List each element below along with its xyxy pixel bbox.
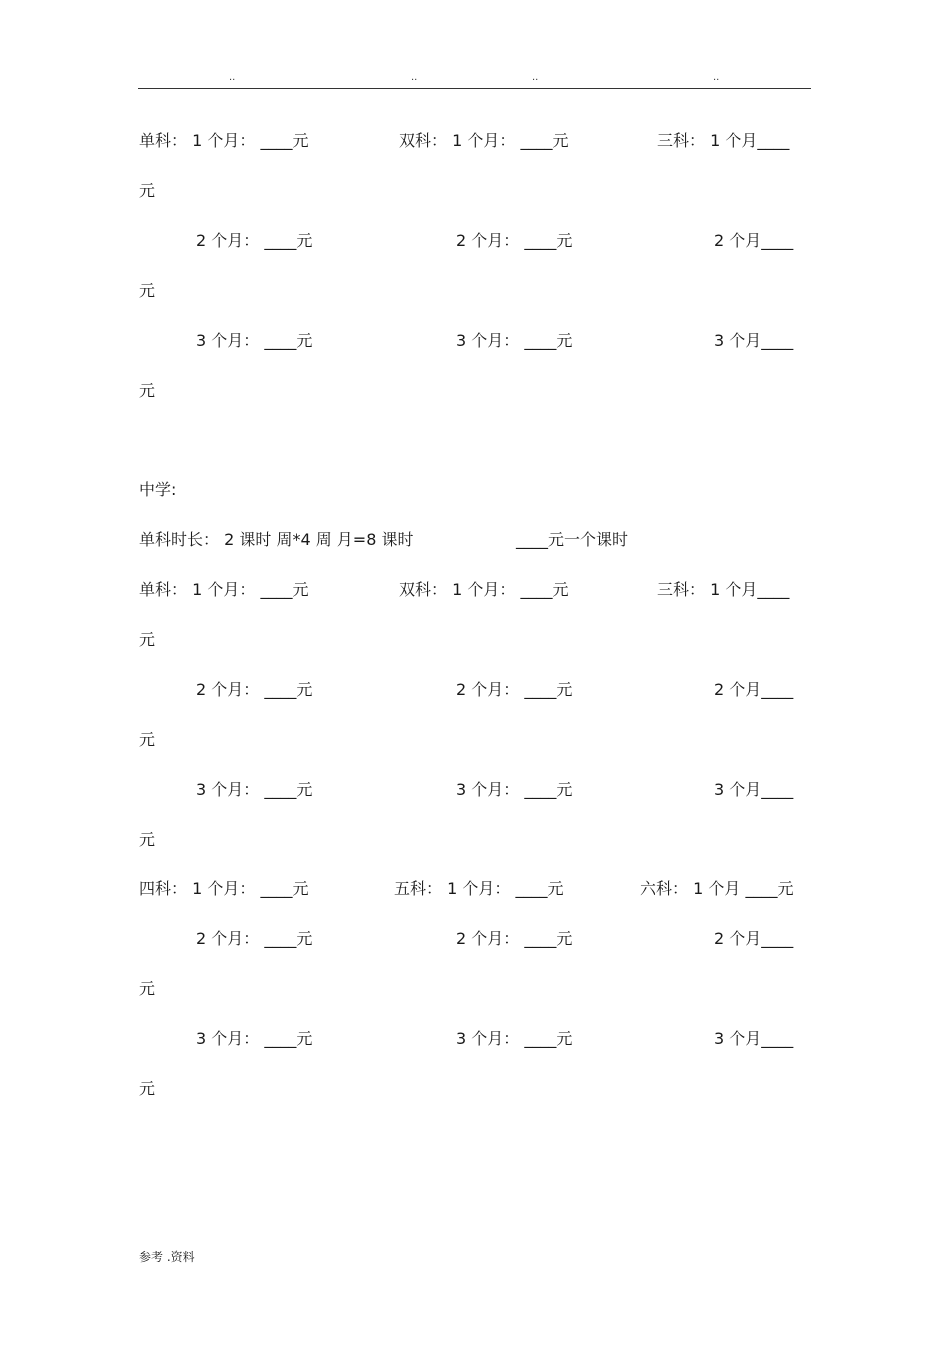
b2-row2-single: 2 个月： ____元 [196,680,313,699]
b2-row1-single: 单科： 1 个月： ____元 [139,580,309,599]
b1-row1-single: 单科： 1 个月： ____元 [139,131,309,150]
b2-row3-wrap: 元 [139,830,156,849]
b1-row3-double: 3 个月： ____元 [456,331,573,350]
b2-row1-wrap: 元 [139,630,156,649]
b2-row6-wrap: 元 [139,1079,156,1098]
b2-row4-six: 六科： 1 个月 ____元 [640,879,794,898]
b2-row6-four: 3 个月： ____元 [196,1029,313,1048]
b2-duration-label: 单科时长： 2 课时 周*4 周 月=8 课时 [139,530,414,549]
b1-row2-triple: 2 个月____ [714,231,794,250]
b2-duration-price: ____元一个课时 [516,530,629,549]
b1-row1-wrap: 元 [139,181,156,200]
header-dots-2: .. [411,72,418,83]
b2-row3-double: 3 个月： ____元 [456,780,573,799]
b1-row2-double: 2 个月： ____元 [456,231,573,250]
b2-row4-four: 四科： 1 个月： ____元 [139,879,309,898]
b2-row6-five: 3 个月： ____元 [456,1029,573,1048]
b2-row5-six: 2 个月____ [714,929,794,948]
header-rule [138,88,811,89]
header-dots-4: .. [713,72,720,83]
b2-row1-triple: 三科： 1 个月____ [657,580,790,599]
b2-row6-six: 3 个月____ [714,1029,794,1048]
b2-row2-wrap: 元 [139,730,156,749]
footer-reference: 参考 .资料 [139,1250,195,1264]
b2-row2-double: 2 个月： ____元 [456,680,573,699]
b2-row5-four: 2 个月： ____元 [196,929,313,948]
b2-row3-single: 3 个月： ____元 [196,780,313,799]
b2-heading: 中学: [139,480,177,499]
b2-row3-triple: 3 个月____ [714,780,794,799]
header-dots-1: .. [229,72,236,83]
b1-row2-single: 2 个月： ____元 [196,231,313,250]
header-dots-3: .. [532,72,539,83]
b1-row3-wrap: 元 [139,381,156,400]
b1-row1-triple: 三科： 1 个月____ [657,131,790,150]
b2-row2-triple: 2 个月____ [714,680,794,699]
b2-row5-wrap: 元 [139,979,156,998]
b2-row1-double: 双科： 1 个月： ____元 [399,580,569,599]
b1-row1-double: 双科： 1 个月： ____元 [399,131,569,150]
b1-row2-wrap: 元 [139,281,156,300]
b1-row3-single: 3 个月： ____元 [196,331,313,350]
b2-row5-five: 2 个月： ____元 [456,929,573,948]
b1-row3-triple: 3 个月____ [714,331,794,350]
b2-row4-five: 五科： 1 个月： ____元 [394,879,564,898]
